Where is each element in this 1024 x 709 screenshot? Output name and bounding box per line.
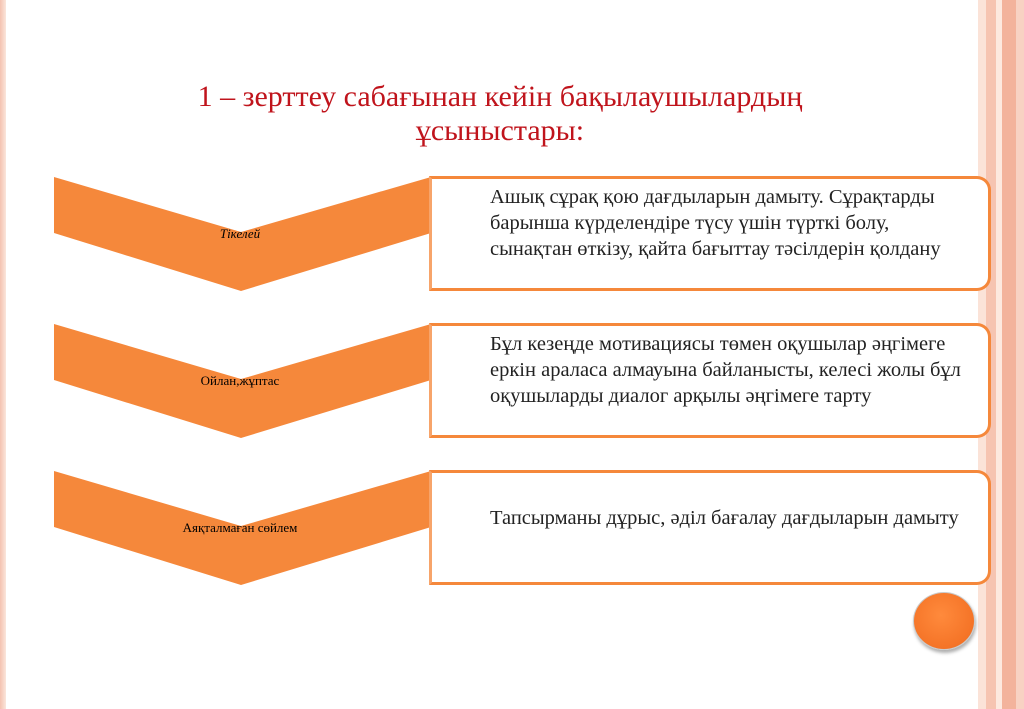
chevron-label-3: Аяқталмаған сөйлем: [182, 520, 298, 535]
orange-circle-decoration: [913, 592, 975, 650]
chevron-label-1: Тікелей: [219, 226, 261, 241]
recommendation-box-2: [429, 323, 991, 438]
chevron-label-2: Ойлан,жұптас: [200, 373, 280, 388]
recommendation-box-3: [429, 470, 991, 585]
recommendation-box-1: [429, 176, 991, 291]
recommendation-text-2: Бұл кезеңде мотивациясы төмен оқушылар әңгімеге еркін араласа алмауына байланысты, келесі жолы бұл оқушыларды диалог арқылы әңгімеге тарту: [490, 333, 961, 407]
recommendation-text-3: Тапсырманы дұрыс, әділ бағалау дағдыларын дамыту: [490, 507, 959, 529]
recommendation-text-1: Ашық сұрақ қою дағдыларын дамыту. Сұрақтарды барынша күрделендіре түсу үшін түрткі болу, сынақтан өткізу, қайта бағыттау тәсілдерін қолдану: [490, 186, 941, 260]
slide-title-line1: 1 – зерттеу сабағынан кейін бақылаушылардың: [197, 80, 803, 113]
slide-title-line2: ұсыныстары:: [415, 114, 585, 147]
